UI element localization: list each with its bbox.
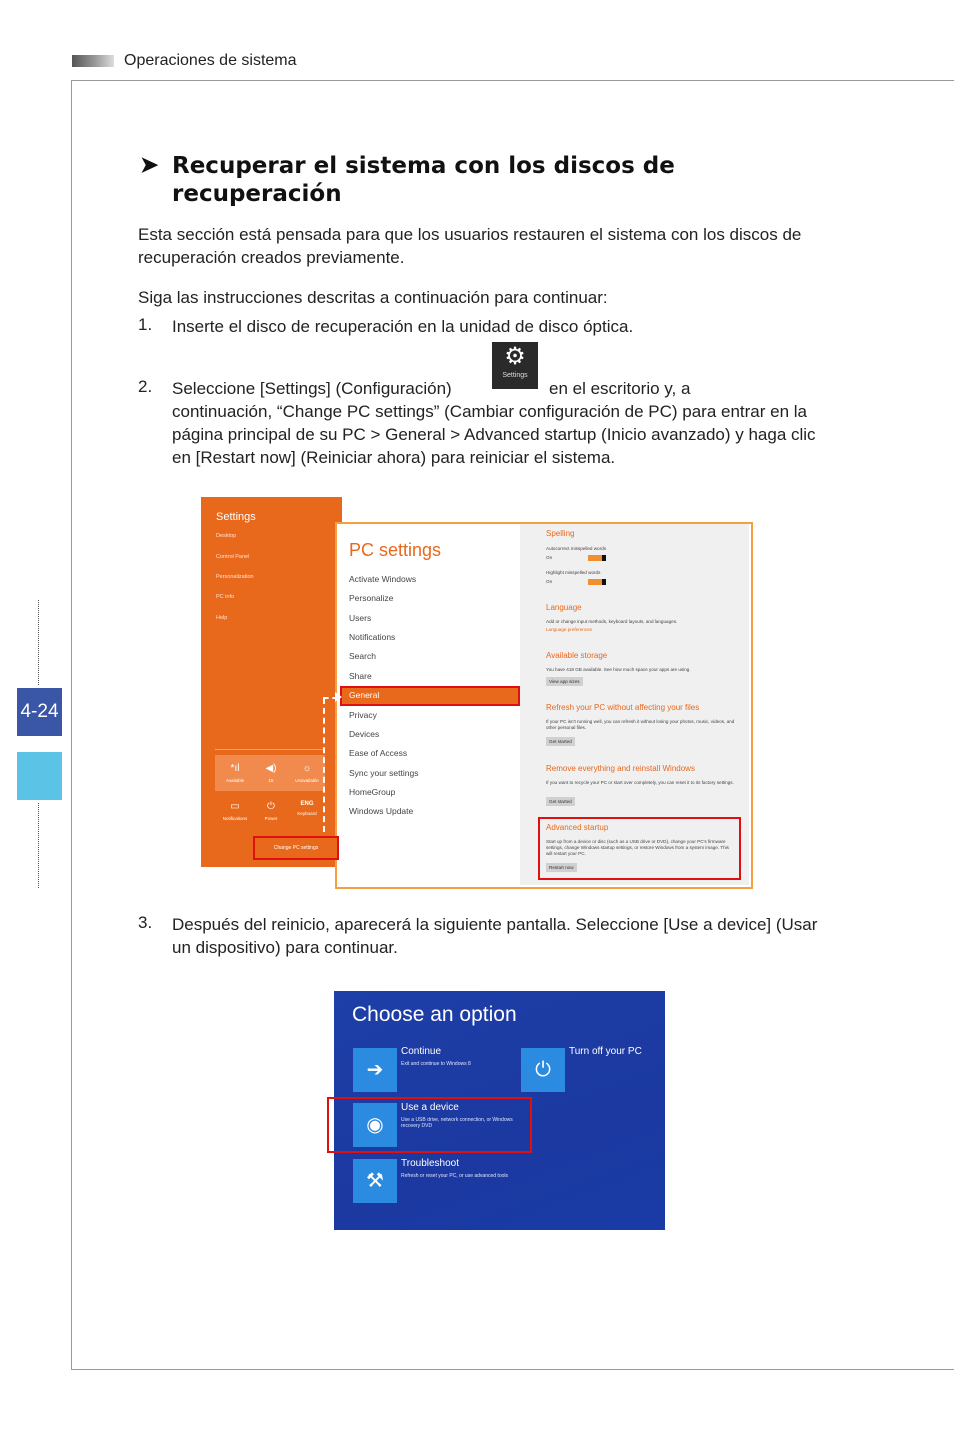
side-color-tab (17, 752, 62, 800)
quick-power[interactable]: ⏻ Power (253, 801, 289, 821)
instructions-lead: Siga las instrucciones descritas a continuación para continuar: (138, 288, 608, 307)
pc-settings-item[interactable]: Windows Update (349, 806, 414, 816)
charm-item[interactable]: Help (216, 615, 228, 621)
option-title[interactable]: Turn off your PC (569, 1046, 642, 1057)
pc-settings-item[interactable]: Share (349, 671, 372, 681)
keyboard-icon: ENG (300, 801, 314, 807)
advanced-startup-text: Start up from a device or disc (such as a USB drive or DVD), change your PC's firmware settings, change Windows startup settings, or restore Windows from a system image. This will restart your PC. (546, 839, 729, 856)
notifications-icon: ▭ (230, 801, 240, 812)
choose-option-title: Choose an option (352, 1003, 517, 1026)
charm-item[interactable]: Personalization (216, 574, 254, 580)
step-number: 3. (138, 913, 153, 932)
section-title: Recuperar el sistema con los discos de recuperación (172, 153, 675, 207)
remove-heading: Remove everything and reinstall Windows (546, 764, 695, 773)
charm-item[interactable]: PC info (216, 594, 235, 600)
remove-text: If you want to recycle your PC or start over completely, you can reset it to its factory settings. (546, 780, 734, 785)
arrow-right-icon[interactable]: ➔ (353, 1048, 397, 1092)
highlight-toggle[interactable] (588, 579, 606, 585)
language-heading: Language (546, 603, 582, 612)
quick-brightness[interactable]: ☼ Unavailable (289, 763, 325, 783)
option-subtitle: Use a USB drive, network connection, or Windows recovery DVD (401, 1117, 513, 1129)
left-border-line (71, 80, 72, 1370)
storage-text: You have 418 GB available. See how much space your apps are using. (546, 667, 691, 672)
charm-title: Settings (216, 511, 256, 523)
step-text: en el escritorio y, a (549, 379, 691, 398)
change-pc-settings-link[interactable]: Change PC settings (253, 836, 339, 860)
top-border-line (71, 80, 954, 81)
restart-now-button[interactable]: Restart now (546, 863, 577, 872)
volume-icon: ◀) (265, 763, 277, 774)
charm-item[interactable]: Control Panel (216, 554, 250, 560)
step-text: Seleccione [Settings] (Configuración) (172, 379, 452, 398)
option-title[interactable]: Continue (401, 1046, 442, 1057)
step-text: Después del reinicio, aparecerá la siguiente pantalla. Seleccione [Use a device] (Usar un dispositivo) para continuar. (172, 915, 818, 957)
intro-paragraph: Esta sección está pensada para que los usuarios restauren el sistema con los discos de recuperación creados previamente. (138, 225, 802, 267)
pc-settings-item[interactable]: Search (349, 651, 376, 661)
pc-settings-item-general[interactable]: General (349, 690, 380, 700)
power-icon[interactable]: ⏻ (521, 1048, 565, 1092)
autocorrect-toggle[interactable] (588, 555, 606, 561)
quick-volume[interactable]: ◀) 15 (253, 763, 289, 783)
quick-notifications[interactable]: ▭ Notifications (217, 801, 253, 821)
settings-tile-label: Settings (502, 372, 528, 379)
pc-settings-item[interactable]: Devices (349, 729, 380, 739)
disc-icon[interactable]: ◉ (353, 1103, 397, 1147)
autocorrect-label: Autocorrect misspelled words (546, 546, 606, 551)
toggle-state: On (546, 579, 553, 584)
network-icon: *ıl (230, 763, 240, 774)
use-device-highlight (327, 1097, 532, 1153)
pc-settings-item[interactable]: HomeGroup (349, 787, 396, 797)
view-app-sizes-button[interactable]: View app sizes (546, 677, 583, 686)
option-subtitle: Exit and continue to Windows 8 (401, 1061, 471, 1067)
option-subtitle: Refresh or reset your PC, or use advanced tools (401, 1173, 508, 1179)
gear-icon: ⚙ (504, 343, 526, 370)
pc-settings-item[interactable]: Sync your settings (349, 768, 419, 778)
option-title[interactable]: Use a device (401, 1102, 459, 1113)
step-text: continuación, “Change PC settings” (Cambiar configuración de PC) para entrar en la página principal de su PC > General > Advanced startup (Inicio avanzado) y haga clic en [Restart now] (Reiniciar ahora) para reiniciar el sistema. (172, 402, 816, 467)
side-dotted-line (38, 803, 39, 888)
refresh-get-started-button[interactable]: Get started (546, 737, 575, 746)
toggle-state: On (546, 555, 553, 560)
remove-get-started-button[interactable]: Get started (546, 797, 575, 806)
brightness-icon: ☼ (302, 763, 312, 774)
option-title[interactable]: Troubleshoot (401, 1158, 459, 1169)
advanced-startup-heading: Advanced startup (546, 823, 609, 832)
dashed-connector (323, 698, 325, 832)
pc-settings-item[interactable]: Privacy (349, 710, 377, 720)
refresh-text: If your PC isn't running well, you can refresh it without losing your photos, music, videos, and other personal files. (546, 719, 735, 730)
spelling-heading: Spelling (546, 529, 575, 538)
language-link[interactable]: Language preferences (546, 627, 592, 632)
pc-settings-item[interactable]: Personalize (349, 593, 394, 603)
step-number: 2. (138, 377, 153, 396)
tools-icon[interactable]: ⚒ (353, 1159, 397, 1203)
section-header: Operaciones de sistema (124, 52, 297, 69)
step-text: Inserte el disco de recuperación en la unidad de disco óptica. (172, 317, 634, 336)
pc-settings-title: PC settings (349, 540, 442, 560)
header-bar-graphic (72, 55, 114, 67)
power-icon: ⏻ (267, 801, 275, 812)
quick-keyboard[interactable]: ENG Keyboard (289, 801, 325, 816)
step-number: 1. (138, 315, 153, 334)
bottom-border-line (71, 1369, 954, 1370)
quick-network[interactable]: *ıl Available (217, 763, 253, 783)
arrow-right-icon (335, 692, 342, 702)
settings-tile (492, 342, 538, 389)
charm-divider (215, 749, 325, 750)
settings-charm-panel (201, 497, 342, 867)
highlight-label: Highlight misspelled words (546, 570, 601, 575)
page-number-tab: 4-24 (17, 688, 62, 736)
refresh-heading: Refresh your PC without affecting your files (546, 703, 700, 712)
pc-settings-item[interactable]: Users (349, 613, 372, 623)
pc-settings-item[interactable]: Ease of Access (349, 748, 408, 758)
pc-settings-item[interactable]: Notifications (349, 632, 396, 642)
storage-heading: Available storage (546, 651, 608, 660)
chevron-right-icon: ➤ (140, 152, 159, 177)
language-text: Add or change input methods, keyboard layouts, and languages. (546, 619, 678, 624)
pc-settings-item[interactable]: Activate Windows (349, 574, 417, 584)
side-dotted-line (38, 600, 39, 685)
charm-item[interactable]: Desktop (216, 533, 237, 539)
